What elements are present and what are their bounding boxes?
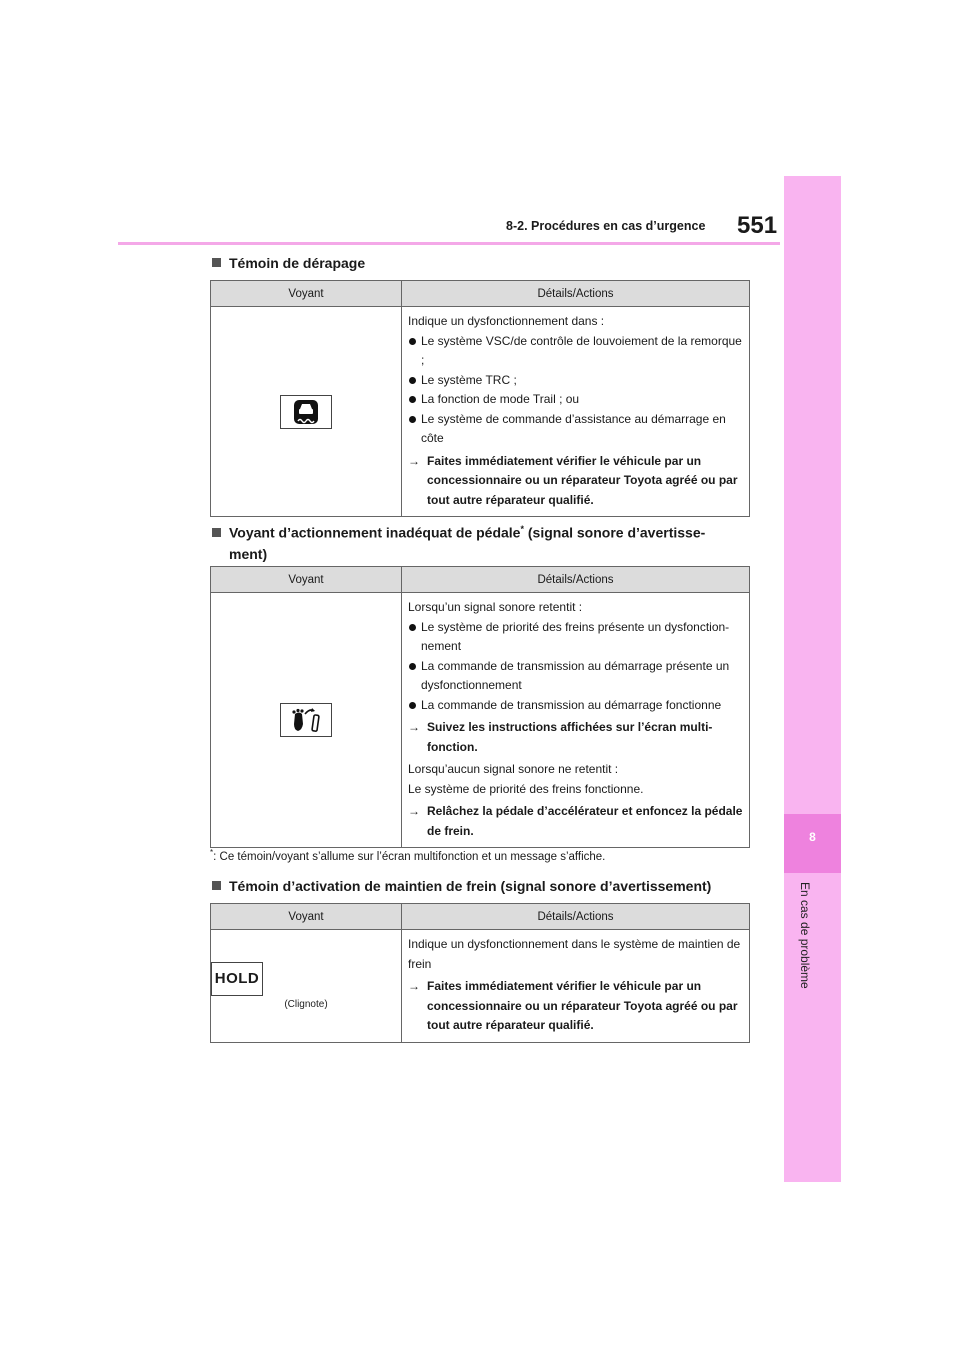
list-item: Le système de priorité des freins présente un dysfonction- nement	[408, 618, 744, 657]
col-header-voyant: Voyant	[211, 904, 402, 930]
col-header-details: Détails/Actions	[402, 281, 750, 307]
heading-square-icon	[212, 258, 221, 267]
chapter-tab-label: En cas de problème	[798, 882, 812, 989]
table-row: HOLD (Clignote) Indique un dysfonctionnement dans le système de maintien de frein → Faites immédiatement vérifier le véhicule par un concessionnaire ou un réparateur Toyota agréé ou par tout autre réparateur qualifié.	[211, 930, 750, 1043]
chapter-tab-number: 8	[809, 830, 816, 844]
list-item: Le système de commande d’assistance au démarrage en côte	[408, 410, 744, 449]
action-instruction: → Relâchez la pédale d’accélérateur et enfoncez la pédale de frein.	[408, 802, 744, 841]
list-item: La fonction de mode Trail ; ou	[408, 390, 744, 410]
skid-indicator-icon	[280, 395, 332, 429]
heading-square-icon	[212, 528, 221, 537]
list-item: Le système VSC/de contrôle de louvoiement de la remorque ;	[408, 332, 744, 371]
table-row: Lorsqu’un signal sonore retentit : Le système de priorité des freins présente un dysfonction- nement La commande de transmission au démarrage présente un dysfonctionnement La commande de transmission au démarrage fonctionne → Suivez les instructions affichées sur l’écran multi- fonction. Lorsqu’aucun signal sonore ne retentit : Le système de priorité des freins fonctionne. → Relâchez la pédale d’accélérateur et enfoncez la pédale de frein.	[211, 593, 750, 848]
page-number: 551	[737, 212, 778, 239]
heading-square-icon	[212, 881, 221, 890]
action-instruction: → Suivez les instructions affichées sur l’écran multi- fonction.	[408, 718, 744, 757]
icon-caption: (Clignote)	[284, 998, 328, 1010]
pedal-warning-icon	[280, 703, 332, 737]
col-header-details: Détails/Actions	[402, 567, 750, 593]
section-label: 8-2. Procédures en cas d’urgence	[506, 219, 706, 233]
header-rule	[118, 242, 780, 245]
brake-hold-icon: HOLD	[211, 962, 263, 996]
list-item: La commande de transmission au démarrage présente un dysfonctionnement	[408, 657, 744, 696]
action-instruction: → Faites immédiatement vérifier le véhicule par un concessionnaire ou un réparateur Toyota agréé ou par tout autre réparateur qualifié.	[408, 977, 744, 1036]
col-header-voyant: Voyant	[211, 281, 402, 307]
chapter-side-tab	[784, 176, 841, 1182]
list-item: Le système TRC ;	[408, 371, 744, 391]
col-header-details: Détails/Actions	[402, 904, 750, 930]
section-heading-brake-hold: Témoin d’activation de maintien de frein (signal sonore d’avertissement)	[212, 876, 711, 897]
skid-warning-table	[210, 280, 750, 517]
action-instruction: → Faites immédiatement vérifier le véhicule par un concessionnaire ou un réparateur Toyota agréé ou par tout autre réparateur qualifié.	[408, 452, 744, 511]
list-item: La commande de transmission au démarrage fonctionne	[408, 696, 744, 716]
footnote: *: Ce témoin/voyant s’allume sur l’écran multifonction et un message s’affiche.	[210, 848, 606, 863]
pedal-warning-table	[210, 566, 750, 848]
table-row: Indique un dysfonctionnement dans : Le système VSC/de contrôle de louvoiement de la remorque ; Le système TRC ; La fonction de mode Trail ; ou Le système de commande d’assistance au démarrage en côte → Faites immédiatement vérifier le véhicule par un concessionnaire ou un réparateur Toyota agréé ou par tout autre réparateur qualifié.	[211, 307, 750, 517]
brake-hold-table	[210, 903, 750, 1043]
section-heading-skid: Témoin de dérapage	[212, 253, 365, 274]
section-heading-pedal: Voyant d’actionnement inadéquat de pédale* (signal sonore d’avertisse- ment)	[212, 519, 705, 565]
col-header-voyant: Voyant	[211, 567, 402, 593]
